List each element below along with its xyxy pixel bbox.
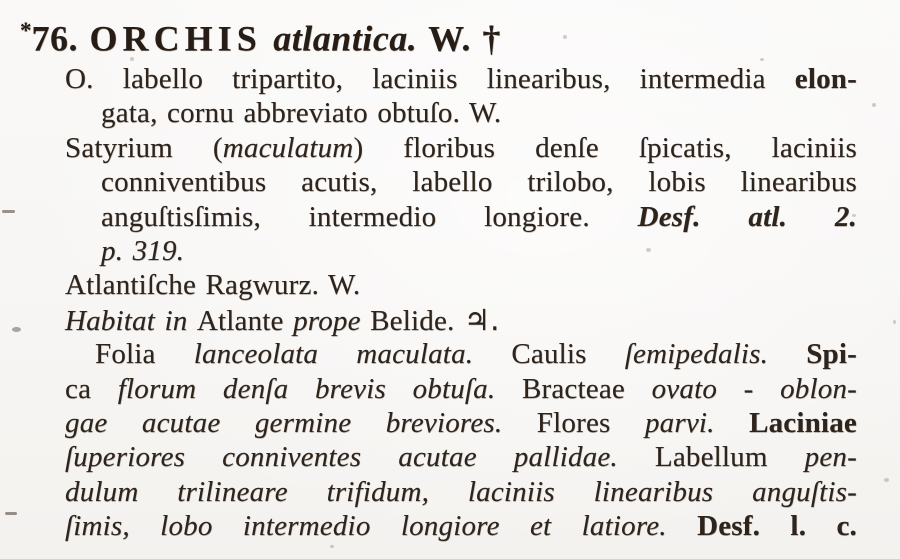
entry-heading-segment-2: ORCHIS <box>89 18 262 59</box>
document-text <box>20 4 858 543</box>
synonym-line-1-segment-1: maculatum <box>222 131 354 164</box>
description-line-4-segment-1: Labellum <box>654 441 805 474</box>
synonym-line-3 <box>101 200 857 234</box>
paper-speck <box>130 57 134 61</box>
paper-speck <box>828 392 832 396</box>
paper-speck <box>884 478 889 482</box>
paper-speck <box>760 58 764 61</box>
description-line-4 <box>65 440 857 474</box>
paper-speck <box>852 214 856 217</box>
margin-dash-mark <box>5 512 17 515</box>
synonym-line-1-segment-0: Satyrium ( <box>65 131 223 164</box>
synonym-line-1 <box>65 131 857 165</box>
description-line-6-segment-1: Desf. l. c. <box>697 510 857 543</box>
habitat-line-segment-0: Habitat in <box>65 304 197 337</box>
description-line-1-segment-2: Caulis <box>511 338 625 371</box>
entry-heading-segment-1: 76. <box>31 18 90 59</box>
description-line-3-segment-1: Flores <box>536 406 645 439</box>
description-line-6-segment-0: ſimis, lobo intermedio longiore et latiore. <box>65 510 698 543</box>
habitat-line <box>65 303 857 337</box>
habitat-line-segment-3: Belide. <box>370 304 464 337</box>
entry-heading-segment-3 <box>262 19 274 59</box>
margin-dash-mark <box>2 210 15 213</box>
synonym-line-1-segment-2: ) floribus denſe ſpicatis, laciniis <box>353 131 857 164</box>
description-line-2-segment-2: Bracteae <box>521 372 652 405</box>
diagnosis-line-1-segment-1: elon- <box>794 63 857 95</box>
description-line-3-segment-3: Laciniae <box>749 406 857 439</box>
description-line-4-segment-2: pen- <box>804 441 857 474</box>
synonym-line-3-segment-1: Desf. atl. 2. <box>637 200 857 233</box>
synonym-line-4 <box>101 234 857 268</box>
diagnosis-line-1 <box>65 62 857 96</box>
description-line-1-segment-1: lanceolata maculata. <box>193 338 512 371</box>
description-line-2-segment-0: ca <box>65 372 118 405</box>
entry-heading-segment-6: † <box>482 18 501 59</box>
german-name-line-segment-0: Atlantiſche Ragwurz. W. <box>65 269 361 302</box>
synonym-line-2-segment-0: conniventibus acutis, labello trilobo, lobis linearibus <box>101 166 857 199</box>
description-line-4-segment-0: ſuperiores conniventes acutae pallidae. <box>65 441 655 474</box>
description-line-5 <box>65 475 857 509</box>
description-line-3-segment-2: parvi. <box>644 406 750 439</box>
diagnosis-line-2-segment-0: gata, cornu abbreviato obtuſo. W. <box>101 97 502 130</box>
entry-heading-segment-0: * <box>20 17 32 43</box>
description-line-1-segment-4: Spi- <box>806 338 857 371</box>
paper-speck <box>893 320 896 324</box>
description-line-2-segment-3: ovato - oblon- <box>651 372 858 405</box>
description-line-1-segment-0: Folia <box>95 338 194 371</box>
synonym-line-3-segment-0: anguſtisſimis, intermedio longiore. <box>101 200 638 233</box>
diagnosis-line-2 <box>101 96 857 130</box>
diagnosis-line-1-segment-0: O. labello tripartito, laciniis linearibus, intermedia <box>65 63 795 95</box>
paper-speck <box>646 248 651 252</box>
description-line-2-segment-1: florum denſa brevis obtuſa. <box>117 372 522 405</box>
synonym-line-4-segment-0: p. 319. <box>101 234 185 267</box>
synonym-line-2 <box>101 165 857 199</box>
german-name-line <box>65 268 857 302</box>
description-line-5-segment-0: dulum trilineare trifidum, laciniis linearibus anguſtis- <box>65 475 857 508</box>
description-line-1-segment-3: ſemipedalis. <box>624 338 807 371</box>
description-line-3-segment-0: gae acutae germine breviores. <box>65 406 537 439</box>
paper-speck <box>330 545 334 548</box>
paper-speck <box>563 35 567 39</box>
habitat-line-segment-4: ♃. <box>463 302 500 337</box>
description-line-6 <box>65 509 857 543</box>
description-line-1 <box>65 337 857 371</box>
margin-speck-mark <box>12 327 21 332</box>
description-line-3 <box>65 406 857 440</box>
paper-speck <box>872 103 876 107</box>
habitat-line-segment-2: prope <box>293 304 371 337</box>
entry-heading <box>20 4 857 62</box>
entry-heading-segment-4: atlantica. <box>273 18 418 59</box>
description-line-2 <box>65 372 857 406</box>
habitat-line-segment-1: Atlante <box>196 304 294 337</box>
entry-heading-segment-5: W. <box>417 18 483 59</box>
